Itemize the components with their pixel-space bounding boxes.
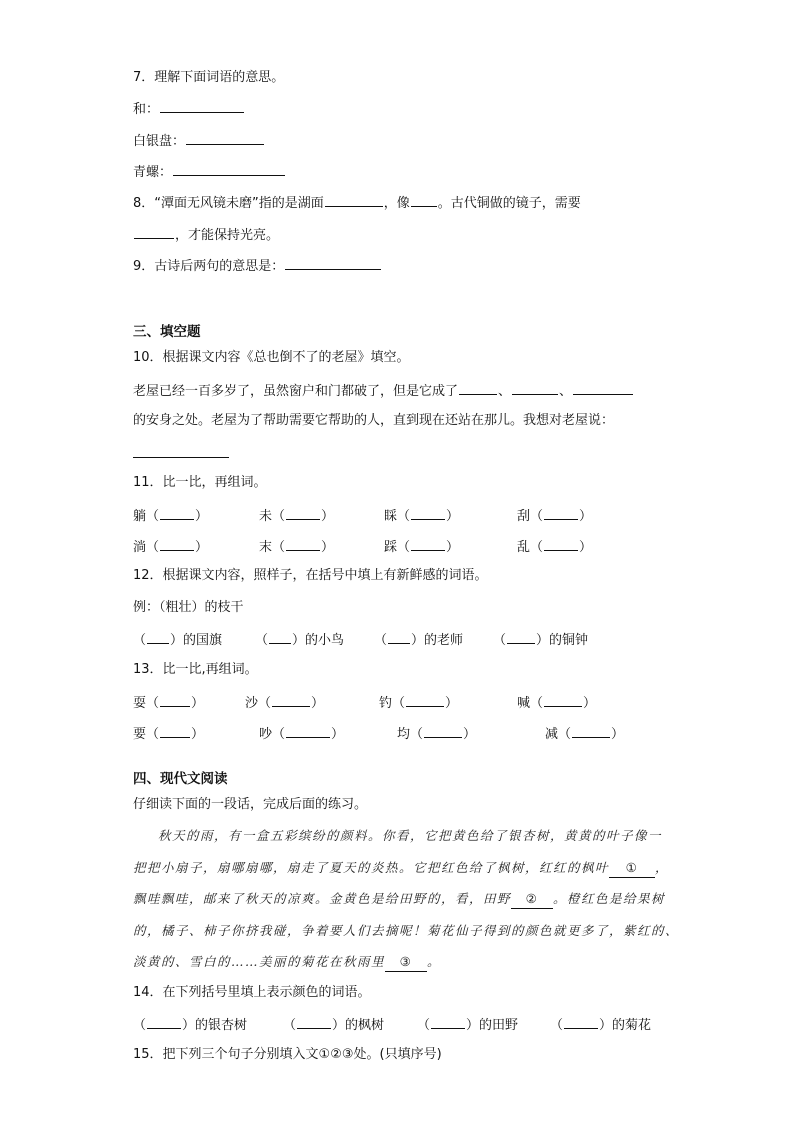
q12-title: 12．根据课文内容，照样子，在括号中填上有新鲜感的词语。 <box>133 568 488 583</box>
q10-line2: 的安身之处。老屋为了帮助需要它帮助的人，直到现在还站在那儿。我想对老屋说： <box>133 413 615 428</box>
q7-baiyinpan: 白银盘： <box>133 131 265 151</box>
word-pair: 末（ ） <box>259 537 334 557</box>
phrase-item: （ ）的国旗 <box>133 630 222 650</box>
answer-blank[interactable] <box>286 506 320 520</box>
answer-blank[interactable] <box>406 693 444 707</box>
answer-blank[interactable] <box>133 444 229 458</box>
q7-he: 和： <box>133 99 245 119</box>
answer-blank[interactable] <box>507 630 535 644</box>
answer-blank[interactable] <box>564 1015 598 1029</box>
answer-blank[interactable] <box>411 506 445 520</box>
word-pair: 未（ ） <box>259 506 334 526</box>
answer-blank[interactable] <box>272 693 310 707</box>
answer-blank[interactable] <box>297 1015 331 1029</box>
q13-title: 13．比一比,再组词。 <box>133 662 258 677</box>
answer-blank[interactable] <box>286 724 330 738</box>
word-pair: 喊（ ） <box>517 693 596 713</box>
word-pair: 淌（ ） <box>133 537 208 557</box>
phrase-item: （ ）的老师 <box>374 630 463 650</box>
word-pair: 躺（ ） <box>133 506 208 526</box>
marker-3: ③ <box>385 953 427 972</box>
answer-blank[interactable] <box>147 630 169 644</box>
answer-blank[interactable] <box>459 381 497 395</box>
answer-blank[interactable] <box>160 99 244 113</box>
answer-blank[interactable] <box>411 193 437 207</box>
q14-title: 14．在下列括号里填上表示颜色的词语。 <box>133 985 371 1000</box>
passage-line-5: 淡黄的、雪白的……美丽的菊花在秋雨里 ③ 。 <box>133 953 441 972</box>
phrase-item: （ ）的银杏树 <box>133 1015 247 1035</box>
q15-title: 15．把下列三个句子分别填入文①②③处。(只填序号) <box>133 1047 442 1062</box>
section-heading-4: 四、现代文阅读 <box>133 771 228 787</box>
answer-blank[interactable] <box>186 131 264 145</box>
passage-line-2: 把把小扇子，扇哪扇哪，扇走了夏天的炎热。它把红色给了枫树，红红的枫叶 ① ， <box>133 859 669 878</box>
answer-blank[interactable] <box>147 1015 181 1029</box>
q10-line3 <box>133 444 230 464</box>
answer-blank[interactable] <box>544 693 582 707</box>
answer-blank[interactable] <box>269 630 291 644</box>
word-pair: 耍（ ） <box>133 693 204 713</box>
q10-line1: 老屋已经一百多岁了，虽然窗户和门都破了，但是它成了 、 、 <box>133 381 634 401</box>
answer-blank[interactable] <box>573 381 633 395</box>
marker-2: ② <box>511 890 553 909</box>
word-pair: 减（ ） <box>545 724 624 744</box>
phrase-item: （ ）的枫树 <box>283 1015 384 1035</box>
phrase-item: （ ）的铜钟 <box>493 630 588 650</box>
passage-line-1: 秋天的雨，有一盒五彩缤纷的颜料。你看，它把黄色给了银杏树，黄黄的叶子像一 <box>158 828 663 843</box>
answer-blank[interactable] <box>286 537 320 551</box>
phrase-item: （ ）的菊花 <box>550 1015 651 1035</box>
marker-1: ① <box>609 859 655 878</box>
q7-title: 7．理解下面词语的意思。 <box>133 70 285 85</box>
answer-blank[interactable] <box>388 630 410 644</box>
answer-blank[interactable] <box>134 225 174 239</box>
answer-blank[interactable] <box>285 256 381 270</box>
word-pair: 均（ ） <box>397 724 476 744</box>
word-pair: 要（ ） <box>133 724 204 744</box>
word-pair: 吵（ ） <box>259 724 344 744</box>
word-pair: 钓（ ） <box>379 693 458 713</box>
answer-blank[interactable] <box>512 381 558 395</box>
word-pair: 睬（ ） <box>384 506 459 526</box>
answer-blank[interactable] <box>411 537 445 551</box>
word-pair: 沙（ ） <box>245 693 324 713</box>
reading-intro: 仔细读下面的一段话，完成后面的练习。 <box>133 797 368 812</box>
answer-blank[interactable] <box>572 724 610 738</box>
q8-line2: ，才能保持光亮。 <box>133 225 279 245</box>
answer-blank[interactable] <box>544 537 578 551</box>
answer-blank[interactable] <box>431 1015 465 1029</box>
q9: 9．古诗后两句的意思是： <box>133 256 382 276</box>
q11-title: 11．比一比，再组词。 <box>133 475 267 490</box>
phrase-item: （ ）的田野 <box>417 1015 518 1035</box>
word-pair: 乱（ ） <box>517 537 592 557</box>
q10-title: 10．根据课文内容《总也倒不了的老屋》填空。 <box>133 350 410 365</box>
answer-blank[interactable] <box>160 693 190 707</box>
answer-blank[interactable] <box>325 193 383 207</box>
phrase-item: （ ）的小鸟 <box>255 630 344 650</box>
answer-blank[interactable] <box>160 537 194 551</box>
answer-blank[interactable] <box>160 724 190 738</box>
passage-line-4: 的，橘子、柿子你挤我碰，争着要人们去摘呢！菊花仙子得到的颜色就更多了，紫红的、 <box>133 923 680 938</box>
q12-example: 例：（粗壮）的枝干 <box>133 600 244 615</box>
answer-blank[interactable] <box>160 506 194 520</box>
q7-qingluo: 青螺： <box>133 162 286 182</box>
q8-line1: 8．“潭面无风镜未磨”指的是湖面 ，像 。古代铜做的镜子，需要 <box>133 193 581 213</box>
answer-blank[interactable] <box>173 162 285 176</box>
answer-blank[interactable] <box>544 506 578 520</box>
answer-blank[interactable] <box>424 724 462 738</box>
word-pair: 踩（ ） <box>384 537 459 557</box>
word-pair: 刮（ ） <box>517 506 592 526</box>
section-heading-3: 三、填空题 <box>133 324 201 340</box>
passage-line-3: 飘哇飘哇，邮来了秋天的凉爽。金黄色是给田野的，看，田野 ② 。橙红色是给果树 <box>133 890 665 909</box>
